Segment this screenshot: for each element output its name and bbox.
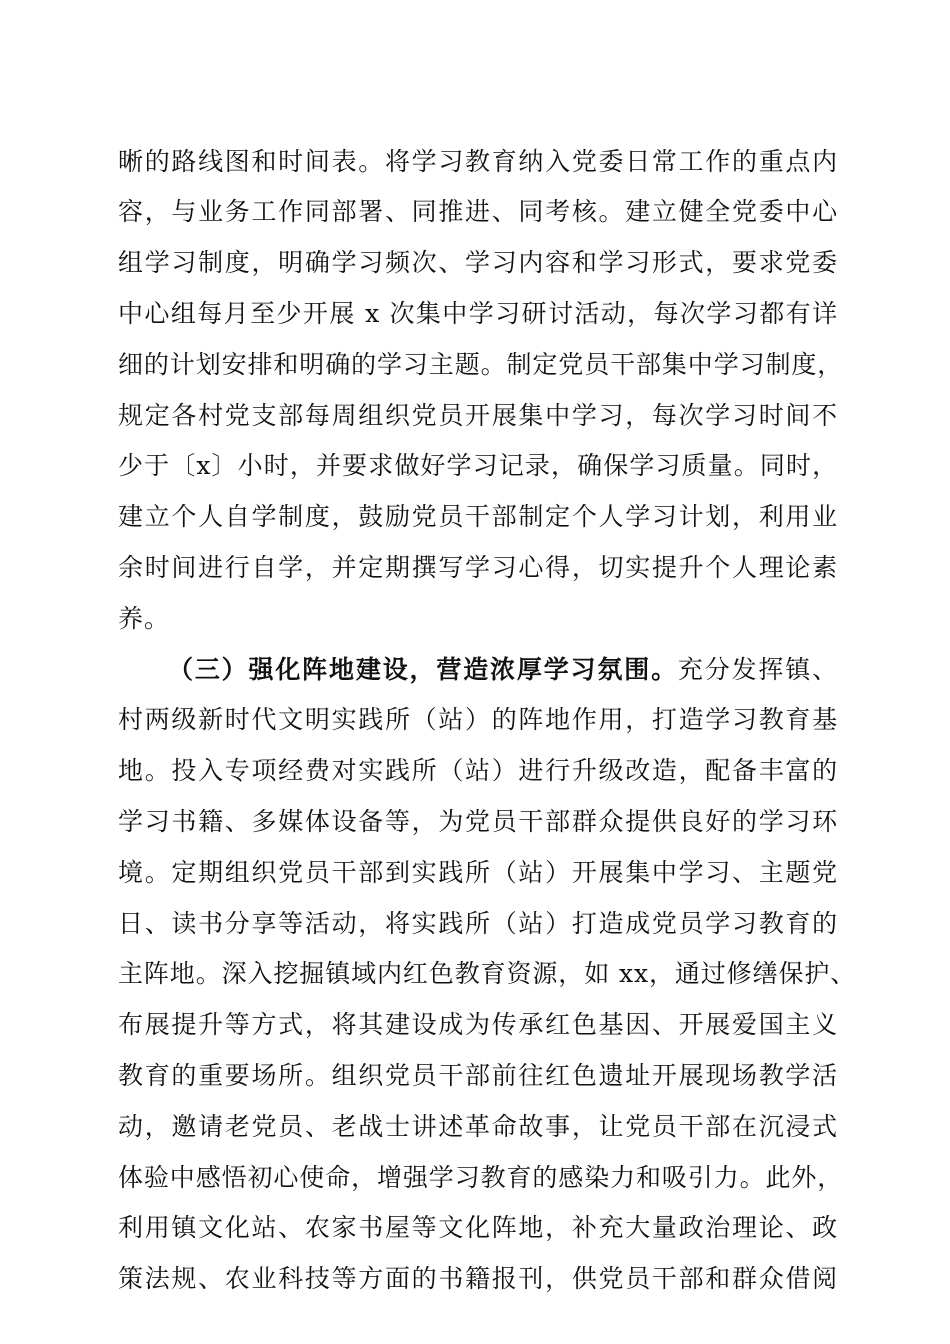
paragraph-line: 建立个人自学制度，鼓励党员干部制定个人学习计划，利用业	[118, 502, 838, 531]
paragraph-line: 少于〔x〕小时，并要求做好学习记录，确保学习质量。同时，	[118, 451, 838, 480]
section-heading-line	[168, 650, 838, 690]
paragraph-line: 利用镇文化站、农家书屋等文化阵地，补充大量政治理论、政	[118, 1213, 838, 1242]
section-heading-continuation: 充分发挥镇、	[677, 655, 838, 684]
paragraph-line: 晰的路线图和时间表。将学习教育纳入党委日常工作的重点内	[118, 147, 838, 176]
paragraph-line: 组学习制度，明确学习频次、学习内容和学习形式，要求党委	[118, 248, 838, 277]
paragraph-line: 日、读书分享等活动，将实践所（站）打造成党员学习教育的	[118, 909, 838, 938]
paragraph-line: 中心组每月至少开展 x 次集中学习研讨活动，每次学习都有详	[118, 299, 838, 328]
paragraph-line: 细的计划安排和明确的学习主题。制定党员干部集中学习制度，	[118, 350, 844, 379]
paragraph-line: 余时间进行自学，并定期撰写学习心得，切实提升个人理论素	[118, 553, 838, 582]
paragraph-line: 布展提升等方式，将其建设成为传承红色基因、开展爱国主义	[118, 1010, 838, 1039]
paragraph-line: 学习书籍、多媒体设备等，为党员干部群众提供良好的学习环	[118, 807, 838, 836]
paragraph-line: 村两级新时代文明实践所（站）的阵地作用，打造学习教育基	[118, 705, 838, 734]
paragraph-line: 容，与业务工作同部署、同推进、同考核。建立健全党委中心	[118, 197, 838, 226]
paragraph-line: 主阵地。深入挖掘镇域内红色教育资源，如 xx，通过修缮保护、	[118, 959, 857, 988]
paragraph-line: 境。定期组织党员干部到实践所（站）开展集中学习、主题党	[118, 858, 838, 887]
paragraph-line: 地。投入专项经费对实践所（站）进行升级改造，配备丰富的	[118, 756, 838, 785]
paragraph-line: 体验中感悟初心使命，增强学习教育的感染力和吸引力。此外，	[118, 1163, 844, 1192]
paragraph-line: 规定各村党支部每周组织党员开展集中学习，每次学习时间不	[118, 401, 838, 430]
paragraph-line: 策法规、农业科技等方面的书籍报刊，供党员干部和群众借阅	[118, 1264, 838, 1293]
paragraph-line: 动，邀请老党员、老战士讲述革命故事，让党员干部在沉浸式	[118, 1112, 838, 1141]
paragraph-line: 养。	[118, 604, 170, 633]
paragraph-line: 教育的重要场所。组织党员干部前往红色遗址开展现场教学活	[118, 1061, 838, 1090]
section-heading: （三）强化阵地建设，营造浓厚学习氛围。	[168, 655, 678, 684]
